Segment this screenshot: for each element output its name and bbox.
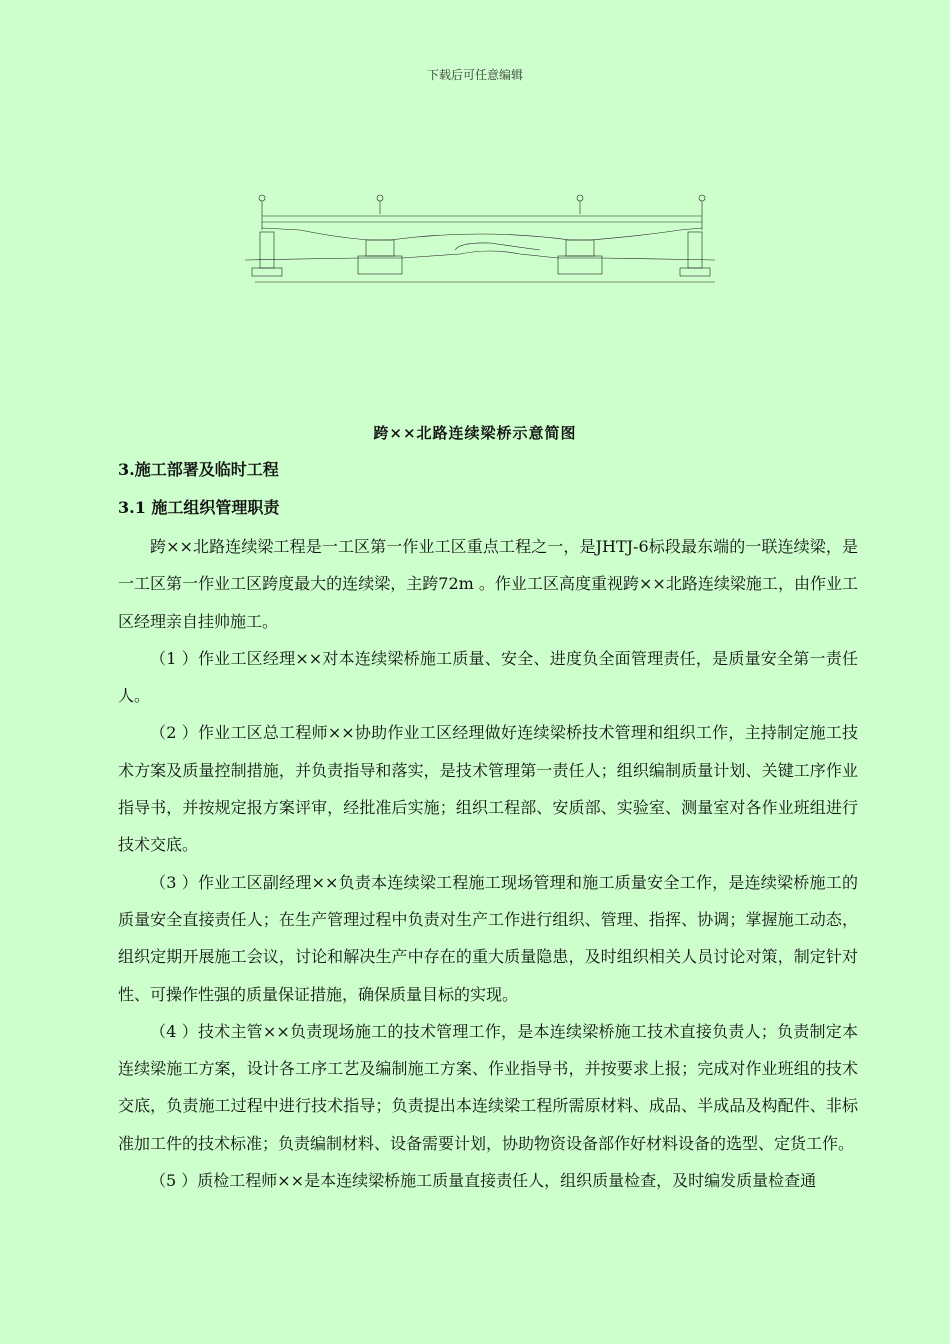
figure-caption: 跨××北路连续梁桥示意简图 <box>373 424 577 442</box>
section-heading: 3.施工部署及临时工程 <box>118 460 279 479</box>
bridge-diagram <box>240 190 720 290</box>
page-header: 下载后可任意编辑 <box>426 68 523 82</box>
paragraph: （3 ）作业工区副经理××负责本连续梁工程施工现场管理和施工质量安全工作，是连续梁桥施工的质量安全直接责任人；在生产管理过程中负责对生产工作进行组织、管理、指挥、协调；掌握施工动态，组织定期开展施工会议，讨论和解决生产中存在的重大质量隐患，及时组织相关人员讨论对策，制定针对性、可操作性强的质量保证措施，确保质量目标的实现。 <box>118 872 858 1004</box>
body-text <box>118 528 858 1199</box>
paragraph: （1 ）作业工区经理××对本连续梁桥施工质量、安全、进度负全面管理责任，是质量安全第一责任人。 <box>118 648 858 706</box>
paragraph: （5 ）质检工程师××是本连续梁桥施工质量直接责任人，组织质量检查，及时编发质量检查通 <box>150 1171 817 1191</box>
paragraph: （4 ）技术主管××负责现场施工的技术管理工作，是本连续梁桥施工技术直接负责人；负责制定本连续梁施工方案，设计各工序工艺及编制施工方案、作业指导书，并按要求上报；完成对作业班组的技术交底，负责施工过程中进行技术指导；负责提出本连续梁工程所需原材料、成品、半成品及构配件、非标准加工件的技术标准；负责编制材料、设备需要计划，协助物资设备部作好材料设备的选型、定货工作。 <box>118 1021 858 1153</box>
paragraph: 跨××北路连续梁工程是一工区第一作业工区重点工程之一，是JHTJ-6标段最东端的一联连续梁，是一工区第一作业工区跨度最大的连续梁，主跨72m 。作业工区高度重视跨××北路连续梁施工，由作业工区经理亲自挂帅施工。 <box>118 537 858 631</box>
paragraph: （2 ）作业工区总工程师××协助作业工区经理做好连续梁桥技术管理和组织工作，主持制定施工技术方案及质量控制措施，并负责指导和落实，是技术管理第一责任人；组织编制质量计划、关键工序作业指导书，并按规定报方案评审，经批准后实施；组织工程部、安质部、实验室、测量室对各作业班组进行技术交底。 <box>118 723 858 855</box>
subsection-heading: 3.1 施工组织管理职责 <box>118 498 280 517</box>
